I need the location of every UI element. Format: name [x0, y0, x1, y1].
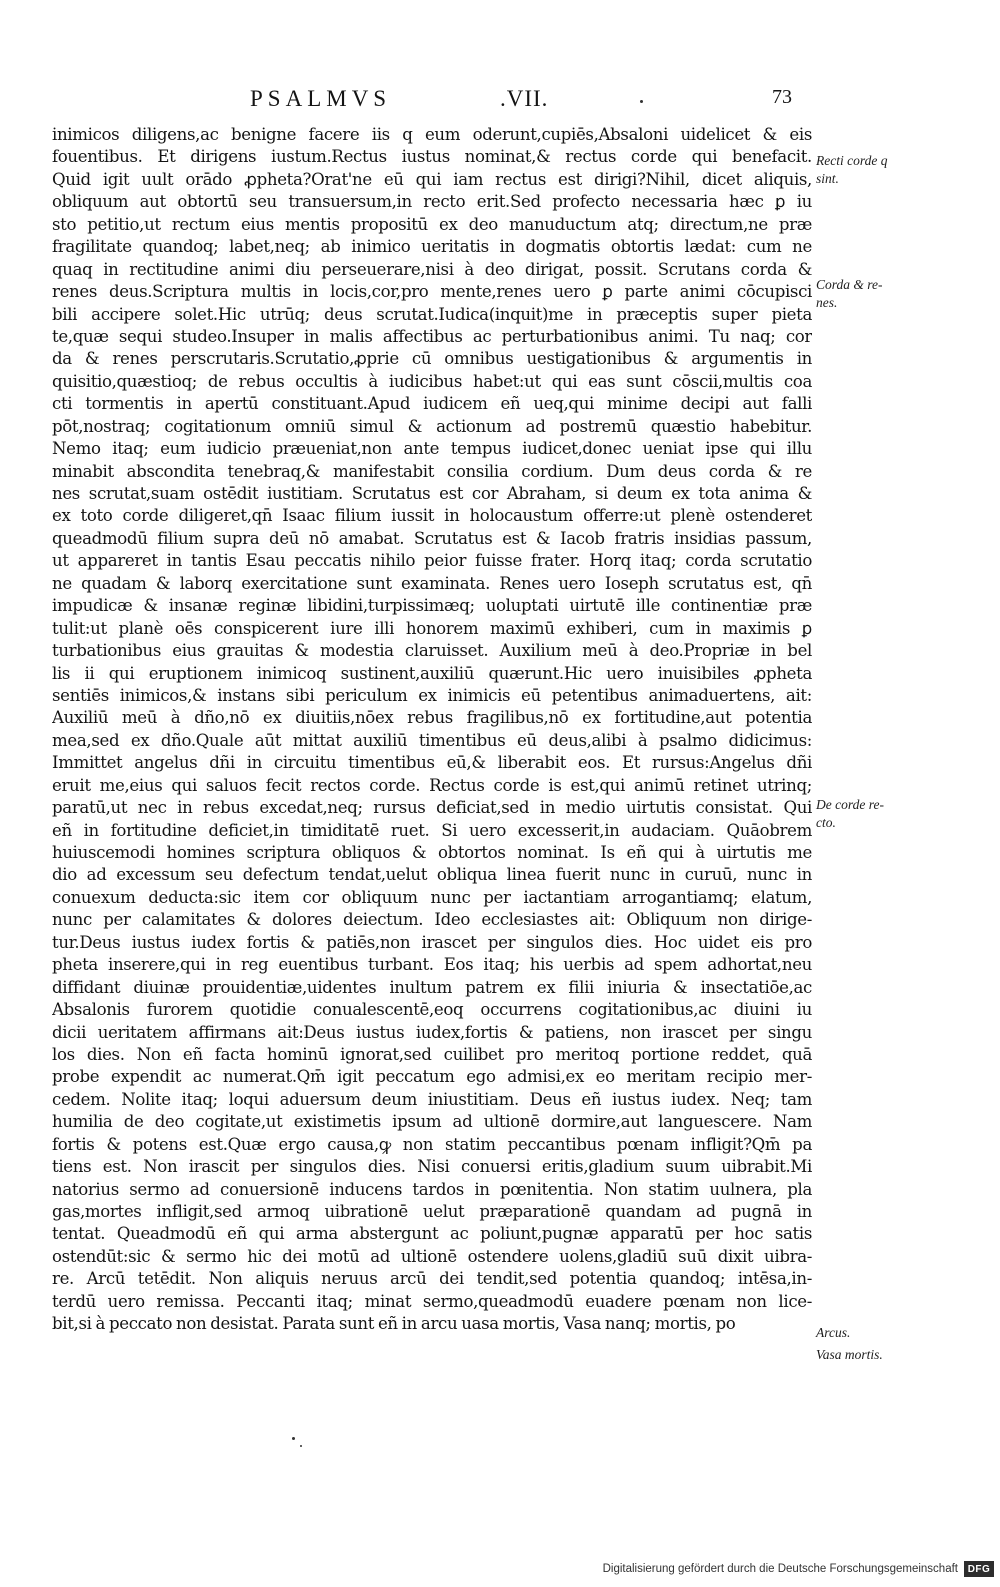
folio-number: 73	[772, 86, 792, 108]
text-line: humilia de deo cogitate,ut existimetis ipsum ad ultionē dormire,aut languescere. Nam	[52, 1112, 812, 1132]
text-line: lis ii qui eruptionem inimicoq sustinent,auxiliū quærunt.Hic uero inuisibiles ꝓpheta	[52, 663, 812, 683]
text-line: dio ad excessum seu defectum tendat,uelut obliqua linea fuerit nunc in curuū, nunc in	[52, 865, 812, 885]
text-line: quaq in rectitudine animi diu perseuerare,nisi à deo dirigat, possit. Scrutans corda &	[52, 259, 812, 279]
text-line: paratū,ut nec in rebus excedat,neq; rursus deficiat,sed in medio uirtutis consistat. Qui	[52, 798, 812, 818]
text-line: gas,mortes infligit,sed armoq uibrationē uelut præparationē quandam ad pugnā in	[52, 1202, 812, 1221]
text-line: natorius sermo ad conuersionē inducens tardos in pœnitentia. Non statim uulnera, pla	[52, 1179, 812, 1199]
text-line: sto petitio,ut rectum eius mentis propositū ex deo manuductum atq; directum,ne præ	[52, 214, 812, 234]
text-line: Nemo itaq; eum iudicio præueniat,non ante tempus iudicet,donec ueniat ipse qui illu	[52, 439, 812, 459]
text-line: diffidant diuinæ prouidentiæ,uidentes inultum patrem ex filii iniuria & insectatiōe,ac	[52, 977, 812, 997]
text-line: eñ in fortitudine deficiet,in timiditatē ruet. Si uero excesserit,in audaciam. Quāobrem	[52, 820, 812, 840]
text-line: bit,si à peccato non desistat. Parata sunt eñ in arcu uasa mortis, Vasa nanq; mortis, po	[52, 1314, 736, 1334]
text-line: quisitio,quæstioq; de rebus occultis à iudicibus habet:ut qui eas sunt cōscii,multis coa	[52, 371, 812, 391]
text-line: eruit me,eius qui saluos fecit rectos corde. Rectus corde is est,qui animū retinet utrinq;	[52, 775, 812, 795]
text-line: Quid igit uult orādo ꝓpheta?Orat'ne eū qui iam rectus est dirigi?Nihil, dicet aliquis,	[52, 169, 812, 189]
text-line: cti tormentis in apertū constituant.Apud iudicem eñ ueq,qui minime decipi aut falli	[52, 394, 812, 414]
text-line: impudicæ & insanæ reginæ libidini,turpissimæq; uoluptati uirtutē ille continentiæ præ	[52, 596, 812, 616]
text-line: fouentibus. Et dirigens iustum.Rectus iustus nominat,& rectus corde qui benefacit.	[52, 147, 812, 167]
text-line: nunc per calamitates & dolores deiectum. Ideo ecclesiastes ait: Obliquum non dirige-	[52, 910, 812, 930]
dfg-logo: DFG	[964, 1561, 994, 1577]
text-line: minabit abscondita tenebraq,& manifestabit consilia cordium. Dum deus corda & re	[52, 461, 812, 481]
text-line: turbationibus eius grauitas & modestia claruisset. Auxilium meū à deo.Propriæ in bel	[52, 641, 812, 661]
text-line: pheta inserere,qui in reg euentibus turbant. Eos itaq; his uerbis ad spem adhortat,neu	[52, 955, 812, 975]
running-head-title: PSALMVS	[250, 86, 392, 111]
text-line: tur.Deus iustus iudex fortis & patiēs,non irascet per singulos dies. Hoc uidet eis pro	[52, 932, 812, 952]
marginal-note: Recti corde q sint.	[816, 153, 888, 186]
commentary-text-block	[52, 124, 812, 1336]
text-line: conuexum deducta:sic item cor obliquum nunc per iactantiam arrogantiamq; elatum,	[52, 887, 812, 907]
running-head	[250, 86, 810, 120]
marginal-note: De corde re-cto.	[816, 797, 884, 830]
text-line: ex toto corde diligeret,qn̄ Isaac filium iussit in holocaustum offerre:ut plenè ostenderet	[52, 506, 812, 526]
text-line: fortis & potens est.Quæ ergo causa,ꝙ non statim peccantibus pœnam infligit?Qm̄ pa	[52, 1134, 812, 1154]
text-line: renes deus.Scriptura multis in locis,cor,pro mente,renes uero ꝑ parte animi cōcupisci	[52, 282, 812, 302]
text-line: fragilitate quandoq; labet,neq; ab inimico ueritatis in dogmatis obtortis lædat: cum ne	[52, 237, 812, 257]
text-line: ut appareret in tantis Esau peccatis nihilo peior fuisse frater. Horq itaq; corda scrutatio	[52, 551, 812, 571]
text-line: Immittet angelus dñi in circuitu timentibus eū,& liberabit eos. Et rursus:Angelus dñi	[52, 753, 812, 773]
marginal-note: Arcus.	[816, 1325, 851, 1340]
digitization-footer	[596, 1558, 994, 1580]
text-line: obliquum aut obtortū seu transuersum,in recto erit.Sed profecto necessaria hæc ꝑ iu	[52, 192, 812, 212]
text-line: Auxiliū meū à dño,nō ex diuitiis,nōex rebus fragilibus,nō ex fortitudine,aut potentia	[52, 708, 812, 728]
text-line: tiens est. Non irascit per singulos dies. Nisi conuersi eritis,gladium suum uibrabit.Mi	[52, 1157, 812, 1177]
text-line: Absalonis furorem quotidie conualescentē,eoq occurrens cogitationibus,ac diuini iu	[52, 1000, 812, 1020]
text-line: queadmodū filium supra deū nō amabat. Scrutatus est & Iacob fratris insidias passum,	[52, 528, 812, 548]
text-line: te,quæ sequi studeo.Insuper in malis affectibus ac perturbationibus animi. Tu naq; cor	[52, 326, 812, 346]
text-line: tulit:ut planè oēs conspicerent iure illi honorem maximū exhiberi, cum in maximis ꝑ	[52, 618, 812, 638]
text-line: terdū uero remissa. Peccanti itaq; minat sermo,queadmodū euadere pœnam non lice-	[52, 1291, 812, 1311]
ink-speck	[292, 1437, 295, 1440]
ink-speck	[300, 1445, 302, 1447]
text-line: cedem. Nolite itaq; loqui aduersum deum iniustitiam. Deus eñ iustus iudex. Neq; tam	[52, 1089, 812, 1109]
text-line: los dies. Non eñ facta hominū ignorat,sed cuilibet pro meritoq portione reddet, quā	[52, 1044, 812, 1064]
text-line: dicii ueritatem affirmans ait:Deus iustus iudex,fortis & patiens, non irascet per singu	[52, 1022, 812, 1042]
ink-speck	[640, 100, 643, 103]
text-line: mea,sed ex dño.Quale aūt mittat auxiliū timentibus eū deus,alibi à psalmo didicimus:	[52, 730, 812, 750]
text-line: bili accipere solet.Hic utrūq; deus scrutat.Iudica(inquit)me in præceptis super pieta	[52, 304, 812, 324]
marginal-note: Corda & re-nes.	[816, 277, 883, 310]
text-line: tentat. Queadmodū eñ qui arma abstergunt ac poliunt,pugnæ apparatū per hoc satis	[52, 1224, 812, 1244]
text-line: re. Arcū tetēdit. Non aliquis neruus arcū dei tendit,sed potentia quandoq; intēsa,in-	[52, 1269, 812, 1289]
text-line: da & renes perscrutaris.Scrutatio,ꝓprie cū omnibus uestigationibus & argumentis in	[52, 349, 812, 369]
text-line: inimicos diligens,ac benigne facere iis q eum oderunt,cupiēs,Absaloni uidelicet & eis	[52, 125, 812, 144]
text-line: sentiēs inimicos,& instans sibi periculum ex inimicis eū petentibus animaduertens, ait:	[52, 685, 812, 705]
running-head-chapter: .VII.	[500, 86, 549, 111]
text-line: nes scrutat,suam ostēdit iustitiam. Scrutatus est cor Abraham, si deum ex tota anima &	[52, 484, 812, 503]
text-line: probe expendit ac numerat.Qm̄ igit peccatum ego admisi,ex eo meritam recipio mer-	[52, 1067, 812, 1087]
text-line: ne quadam & laborq exercitatione sunt examinata. Renes uero Ioseph scrutatus est, qn̄	[52, 573, 812, 593]
digitization-credit: Digitalisierung gefördert durch die Deutsche Forschungsgemeinschaft	[602, 1563, 958, 1575]
text-line: pōt,nostraq; cogitationum omniū simul & actionum ad postremū quæstio habebitur.	[52, 416, 812, 436]
marginal-note: Vasa mortis.	[816, 1347, 883, 1362]
text-line: ostendūt:sic & sermo hic dei motū ad ultionē ostendere uolens,gladiū suū dixit uibra-	[52, 1246, 812, 1266]
text-line: huiuscemodi homines scriptura obliquos & obtortos nominat. Is eñ qui à uirtutis me	[52, 843, 812, 862]
